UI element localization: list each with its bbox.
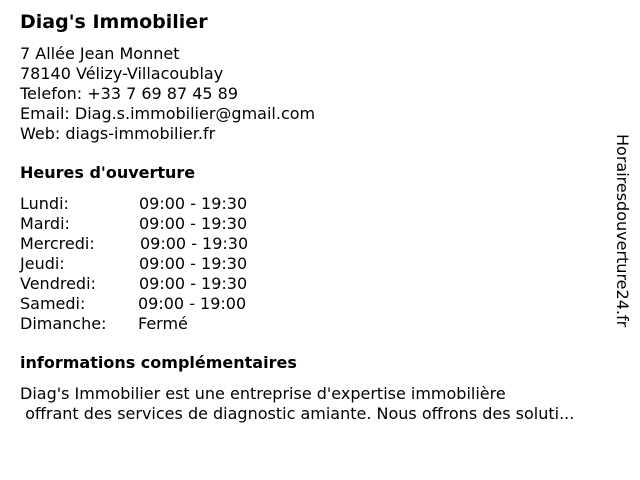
website: Web: diags-immobilier.fr bbox=[20, 124, 216, 143]
day-label: Samedi: bbox=[20, 294, 86, 313]
day-time: 09:00 - 19:30 bbox=[139, 274, 248, 293]
day-time: 09:00 - 19:30 bbox=[139, 254, 248, 273]
hours-row-mardi bbox=[20, 214, 280, 234]
hours-row-jeudi bbox=[20, 254, 280, 274]
additional-info-heading: informations complémentaires bbox=[20, 353, 297, 372]
day-label: Jeudi: bbox=[20, 254, 65, 273]
site-watermark: Horairesdouverture24.fr bbox=[613, 134, 632, 328]
hours-row-lundi bbox=[20, 194, 280, 214]
day-label: Lundi: bbox=[20, 194, 69, 213]
day-label: Vendredi: bbox=[20, 274, 96, 293]
day-time: 09:00 - 19:00 bbox=[138, 294, 247, 313]
address-line-1: 7 Allée Jean Monnet bbox=[20, 44, 180, 63]
address-line-2: 78140 Vélizy-Villacoublay bbox=[20, 64, 224, 83]
day-time: 09:00 - 19:30 bbox=[139, 214, 248, 233]
day-time: Fermé bbox=[138, 314, 188, 333]
business-name: Diag's Immobilier bbox=[20, 11, 208, 33]
opening-hours-table bbox=[20, 194, 280, 334]
contact-block bbox=[20, 44, 315, 144]
day-time: 09:00 - 19:30 bbox=[139, 194, 248, 213]
phone-number: Telefon: +33 7 69 87 45 89 bbox=[20, 84, 239, 103]
day-label: Mercredi: bbox=[20, 234, 95, 253]
hours-row-samedi bbox=[20, 294, 280, 314]
day-label: Mardi: bbox=[20, 214, 70, 233]
day-time: 09:00 - 19:30 bbox=[140, 234, 249, 253]
opening-hours-heading: Heures d'ouverture bbox=[20, 163, 196, 182]
hours-row-mercredi bbox=[20, 234, 280, 254]
day-label: Dimanche: bbox=[20, 314, 107, 333]
hours-row-vendredi bbox=[20, 274, 280, 294]
description-line-1: Diag's Immobilier est une entreprise d'expertise immobilière bbox=[20, 384, 506, 403]
description-line-2: offrant des services de diagnostic amiante. Nous offrons des soluti... bbox=[20, 404, 575, 423]
hours-row-dimanche bbox=[20, 314, 280, 334]
email-address: Email: Diag.s.immobilier@gmail.com bbox=[20, 104, 316, 123]
business-description bbox=[20, 384, 624, 424]
